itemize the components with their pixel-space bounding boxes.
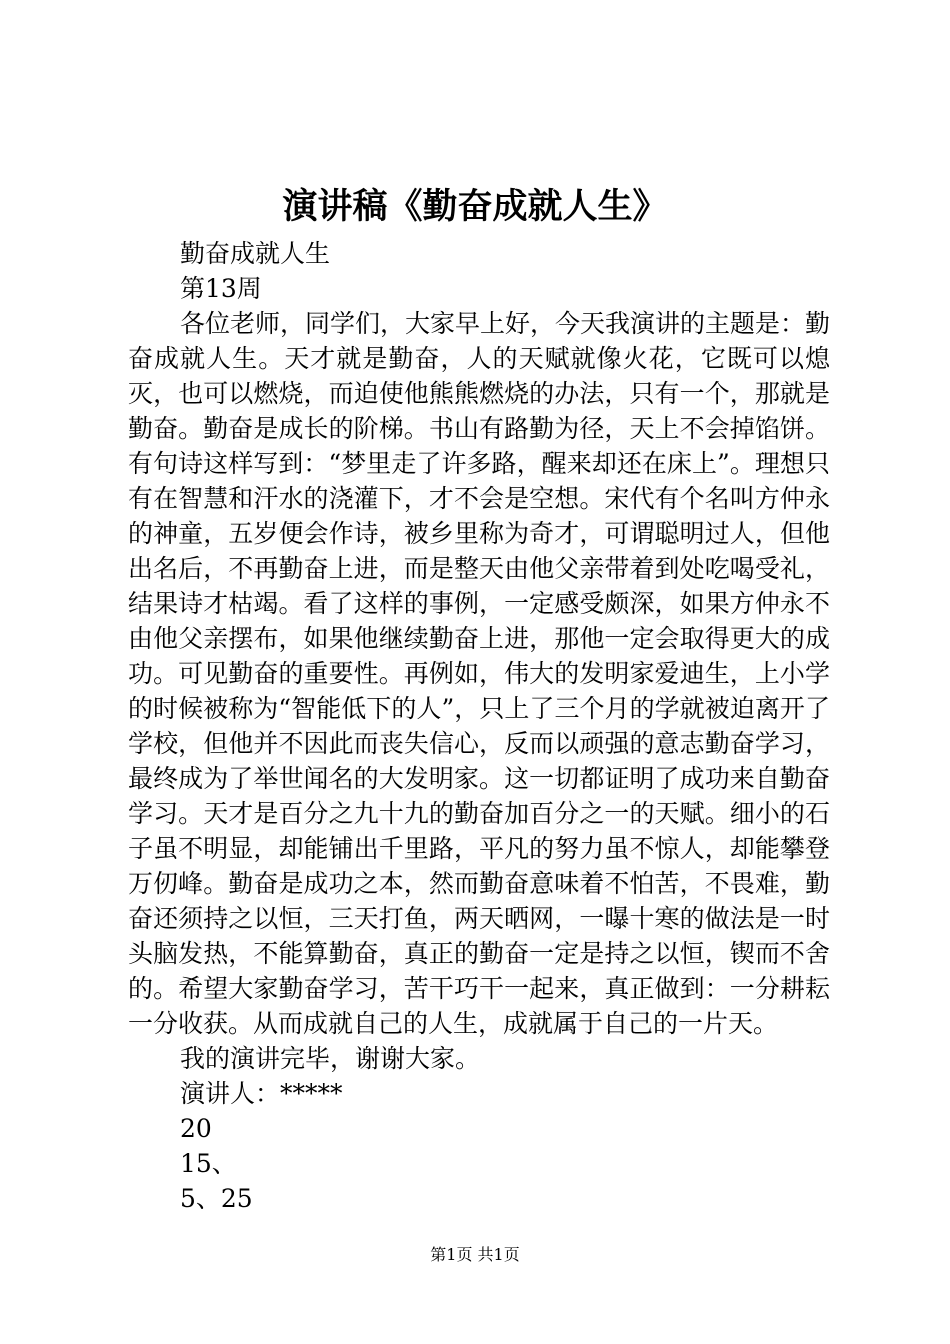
week-label: 第13周 [180, 274, 262, 303]
document-body [128, 236, 830, 1216]
speech-paragraph: 各位老师，同学们，大家早上好，今天我演讲的主题是：勤奋成就人生。天才就是勤奋，人的天赋就像火花，它既可以熄灭，也可以燃烧，而迫使他熊熊燃烧的办法，只有一个，那就是勤奋。勤奋是成长的阶梯。书山有路勤为径，天上不会掉馅饼。有句诗这样写到：“梦里走了许多路，醒来却还在床上”。理想只有在智慧和汗水的浇灌下，才不会是空想。宋代有个名叫方仲永的神童，五岁便会作诗，被乡里称为奇才，可谓聪明过人，但他出名后，不再勤奋上进，而是整天由他父亲带着到处吃喝受礼，结果诗才枯竭。看了这样的事例，一定感受颇深，如果方仲永不由他父亲摆布，如果他继续勤奋上进，那他一定会取得更大的成功。可见勤奋的重要性。再例如，伟大的发明家爱迪生，上小学的时候被称为“智能低下的人”，只上了三个月的学就被迫离开了学校，但他并不因此而丧失信心，反而以顽强的意志勤奋学习，最终成为了举世闻名的大发明家。这一切都证明了成功来自勤奋学习。天才是百分之九十九的勤奋加百分之一的天赋。细小的石子虽不明显，却能铺出千里路，平凡的努力虽不惊人，却能攀登万仞峰。勤奋是成功之本，然而勤奋意味着不怕苦，不畏难，勤奋还须持之以恒，三天打鱼，两天晒网，一曝十寒的做法是一时头脑发热，不能算勤奋，真正的勤奋一定是持之以恒，锲而不舍的。希望大家勤奋学习，苦干巧干一起来，真正做到：一分耕耘一分收获。从而成就自己的人生，成就属于自己的一片天。 [128, 309, 831, 1038]
closing-line: 我的演讲完毕，谢谢大家。 [180, 1044, 481, 1073]
speech-subtitle: 勤奋成就人生 [180, 239, 331, 268]
speaker-line: 演讲人：***** [180, 1079, 343, 1108]
document-title: 演讲稿《勤奋成就人生》 [282, 186, 668, 227]
date-line-3: 5、25 [180, 1184, 253, 1213]
page-footer: 第1页 共1页 [430, 1245, 520, 1264]
date-line-1: 20 [180, 1114, 212, 1143]
date-line-2: 15、 [180, 1149, 237, 1178]
